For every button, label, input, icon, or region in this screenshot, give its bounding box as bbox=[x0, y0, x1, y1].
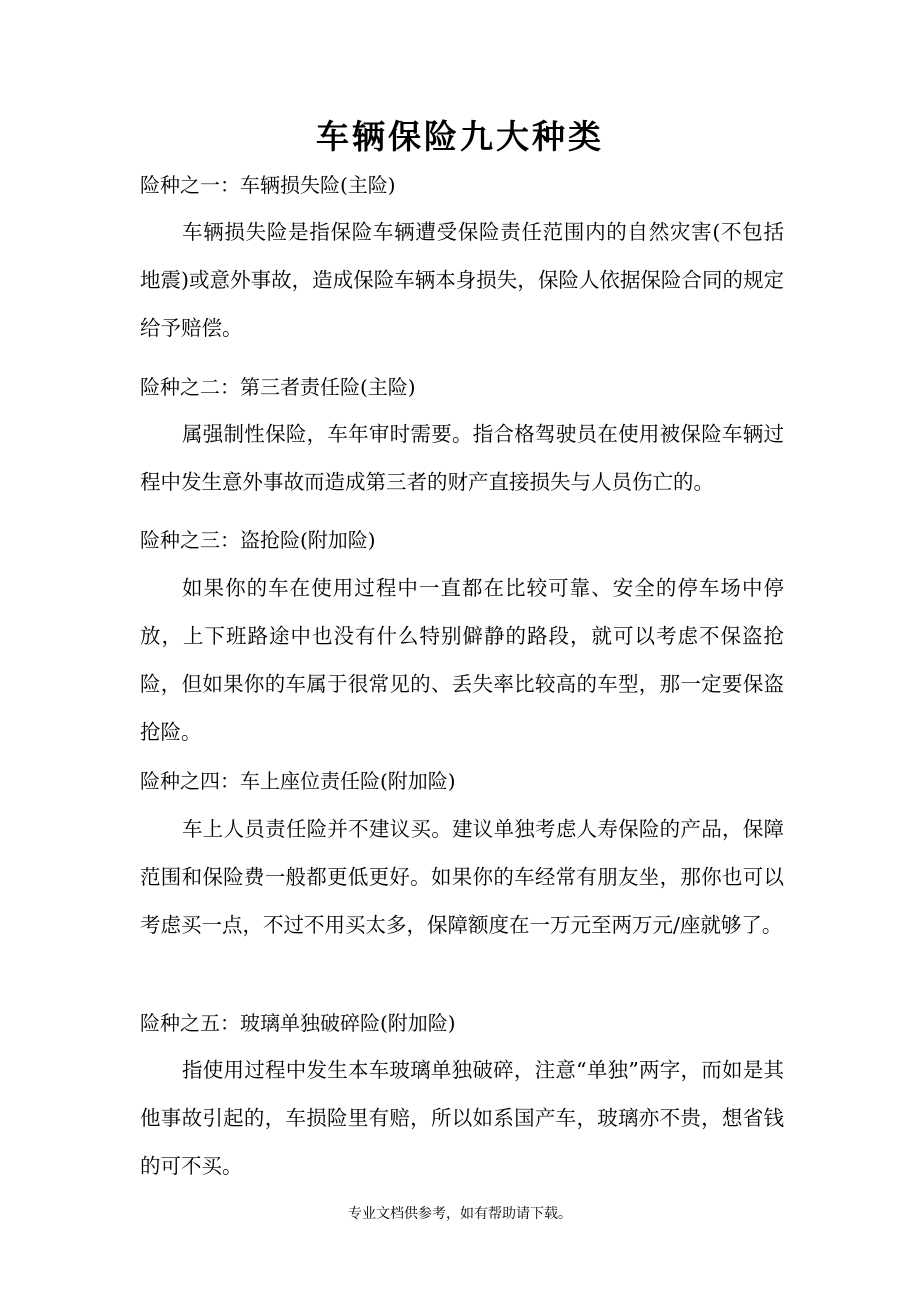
section-heading-4: 险种之四：车上座位责任险(附加险) bbox=[140, 769, 456, 793]
section-heading-1: 险种之一：车辆损失险(主险) bbox=[140, 173, 396, 197]
document-title: 车辆保险九大种类 bbox=[316, 117, 604, 156]
section-body-1: 车辆损失险是指保险车辆遭受保险责任范围内的自然灾害(不包括地震)或意外事故，造成保险车辆本身损失，保险人依据保险合同的规定给予赔偿。 bbox=[140, 220, 784, 340]
section-heading-2: 险种之二：第三者责任险(主险) bbox=[140, 375, 416, 399]
section-heading-5: 险种之五：玻璃单独破碎险(附加险) bbox=[140, 1011, 456, 1035]
section-body-4: 车上人员责任险并不建议买。建议单独考虑人寿保险的产品，保障范围和保险费一般都更低更好。如果你的车经常有朋友坐，那你也可以考虑买一点，不过不用买太多，保障额度在一万元至两万元/座就够了。 bbox=[140, 817, 784, 937]
page-footer: 专业文档供参考，如有帮助请下载。 bbox=[348, 1206, 572, 1222]
section-body-3: 如果你的车在使用过程中一直都在比较可靠、安全的停车场中停放，上下班路途中也没有什么特别僻静的路段，就可以考虑不保盗抢险，但如果你的车属于很常见的、丢失率比较高的车型，那一定要保盗抢险。 bbox=[140, 576, 784, 744]
section-body-5: 指使用过程中发生本车玻璃单独破碎，注意“单独”两字，而如是其他事故引起的，车损险里有赔，所以如系国产车，玻璃亦不贵，想省钱的可不买。 bbox=[140, 1058, 784, 1178]
section-body-2: 属强制性保险，车年审时需要。指合格驾驶员在使用被保险车辆过程中发生意外事故而造成第三者的财产直接损失与人员伤亡的。 bbox=[140, 422, 784, 494]
section-heading-3: 险种之三：盗抢险(附加险) bbox=[140, 528, 376, 552]
